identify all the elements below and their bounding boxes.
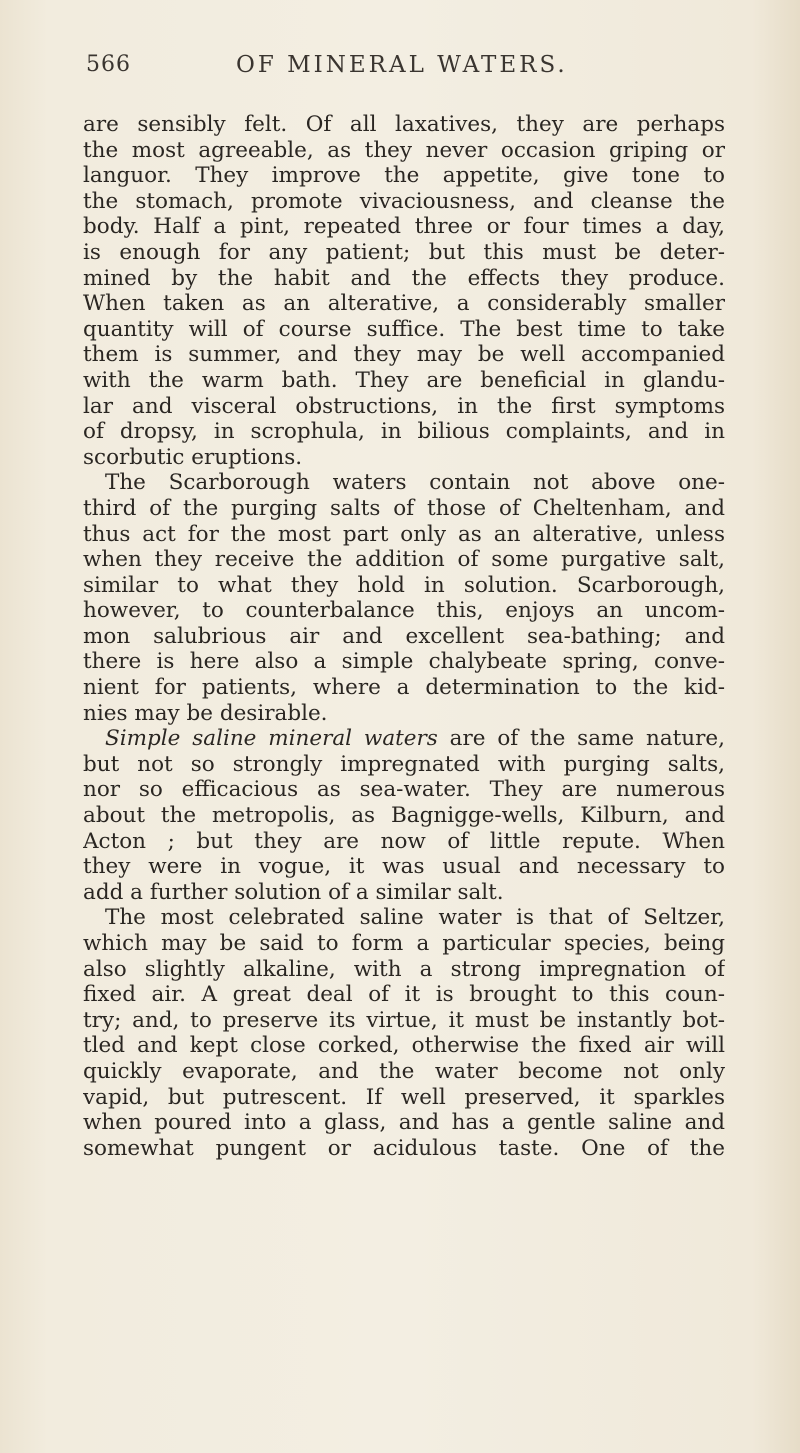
text-line: languor. They improve the appetite, give tone to [83, 163, 725, 189]
text-line: the stomach, promote vivaciousness, and cleanse the [83, 188, 725, 214]
text-line: somewhat pungent or acidulous taste. One of the [83, 1135, 725, 1161]
text-line: is enough for any patient; but this must be deter- [83, 239, 725, 265]
text-line: Acton ; but they are now of little repute. When [83, 828, 725, 854]
text-line: they were in vogue, it was usual and necessary to [83, 854, 725, 880]
line-continuation: are of the same nature, [437, 726, 725, 752]
text-line: them is summer, and they may be well accompanied [83, 342, 725, 368]
paragraph-start-line: The Scarborough waters contain not above one- [105, 470, 725, 496]
text-line: when they receive the addition of some purgative salt, [83, 547, 725, 573]
text-line: vapid, but putrescent. If well preserved, it sparkles [83, 1084, 725, 1110]
text-line: the most agreeable, as they never occasion griping or [83, 137, 725, 163]
text-line: When taken as an alterative, a considerably smaller [83, 291, 725, 317]
text-line: tled and kept close corked, otherwise the fixed air will [83, 1033, 725, 1059]
text-line: however, to counterbalance this, enjoys an uncom- [83, 598, 725, 624]
paragraph-start-line [83, 726, 725, 752]
text-line: nient for patients, where a determination to the kid- [83, 675, 725, 701]
text-line: quickly evaporate, and the water become not only [83, 1058, 725, 1084]
text-line: lar and visceral obstructions, in the first symptoms [83, 393, 725, 419]
text-line: thus act for the most part only as an alterative, unless [83, 521, 725, 547]
text-line: about the metropolis, as Bagnigge-wells, Kilburn, and [83, 803, 725, 829]
italic-phrase: Simple saline mineral waters [105, 726, 438, 752]
text-line: third of the purging salts of those of Cheltenham, and [83, 495, 725, 521]
page-header [86, 52, 716, 92]
text-line: body. Half a pint, repeated three or four times a day, [83, 214, 725, 240]
text-line: are sensibly felt. Of all laxatives, they are perhaps [83, 112, 725, 137]
text-line: nies may be desirable. [83, 700, 328, 726]
text-line: there is here also a simple chalybeate spring, conve- [83, 649, 725, 675]
paragraph-start-line: The most celebrated saline water is that of Seltzer, [105, 905, 725, 931]
text-line: but not so strongly impregnated with purging salts, [83, 751, 725, 777]
text-line: mined by the habit and the effects they produce. [83, 265, 725, 291]
text-line: of dropsy, in scrophula, in bilious complaints, and in [83, 419, 725, 445]
text-line: when poured into a glass, and has a gentle saline and [83, 1110, 725, 1136]
text-line: add a further solution of a similar salt. [83, 879, 504, 905]
text-line: try; and, to preserve its virtue, it must be instantly bot- [83, 1007, 725, 1033]
body-text [83, 112, 725, 1161]
text-line: which may be said to form a particular species, being [83, 931, 725, 956]
text-line: scorbutic eruptions. [83, 444, 303, 470]
text-line: nor so efficacious as sea-water. They are numerous [83, 777, 725, 803]
text-line: quantity will of course suffice. The best time to take [83, 316, 725, 342]
text-line: mon salubrious air and excellent sea-bathing; and [83, 623, 725, 649]
text-line: also slightly alkaline, with a strong impregnation of [83, 956, 725, 982]
text-line: fixed air. A great deal of it is brought to this coun- [83, 982, 725, 1008]
text-line: with the warm bath. They are beneficial in glandu- [83, 367, 725, 393]
page-number: 566 [86, 52, 131, 77]
running-head: OF MINERAL WATERS. [236, 52, 568, 78]
text-line: similar to what they hold in solution. Scarborough, [83, 572, 725, 598]
